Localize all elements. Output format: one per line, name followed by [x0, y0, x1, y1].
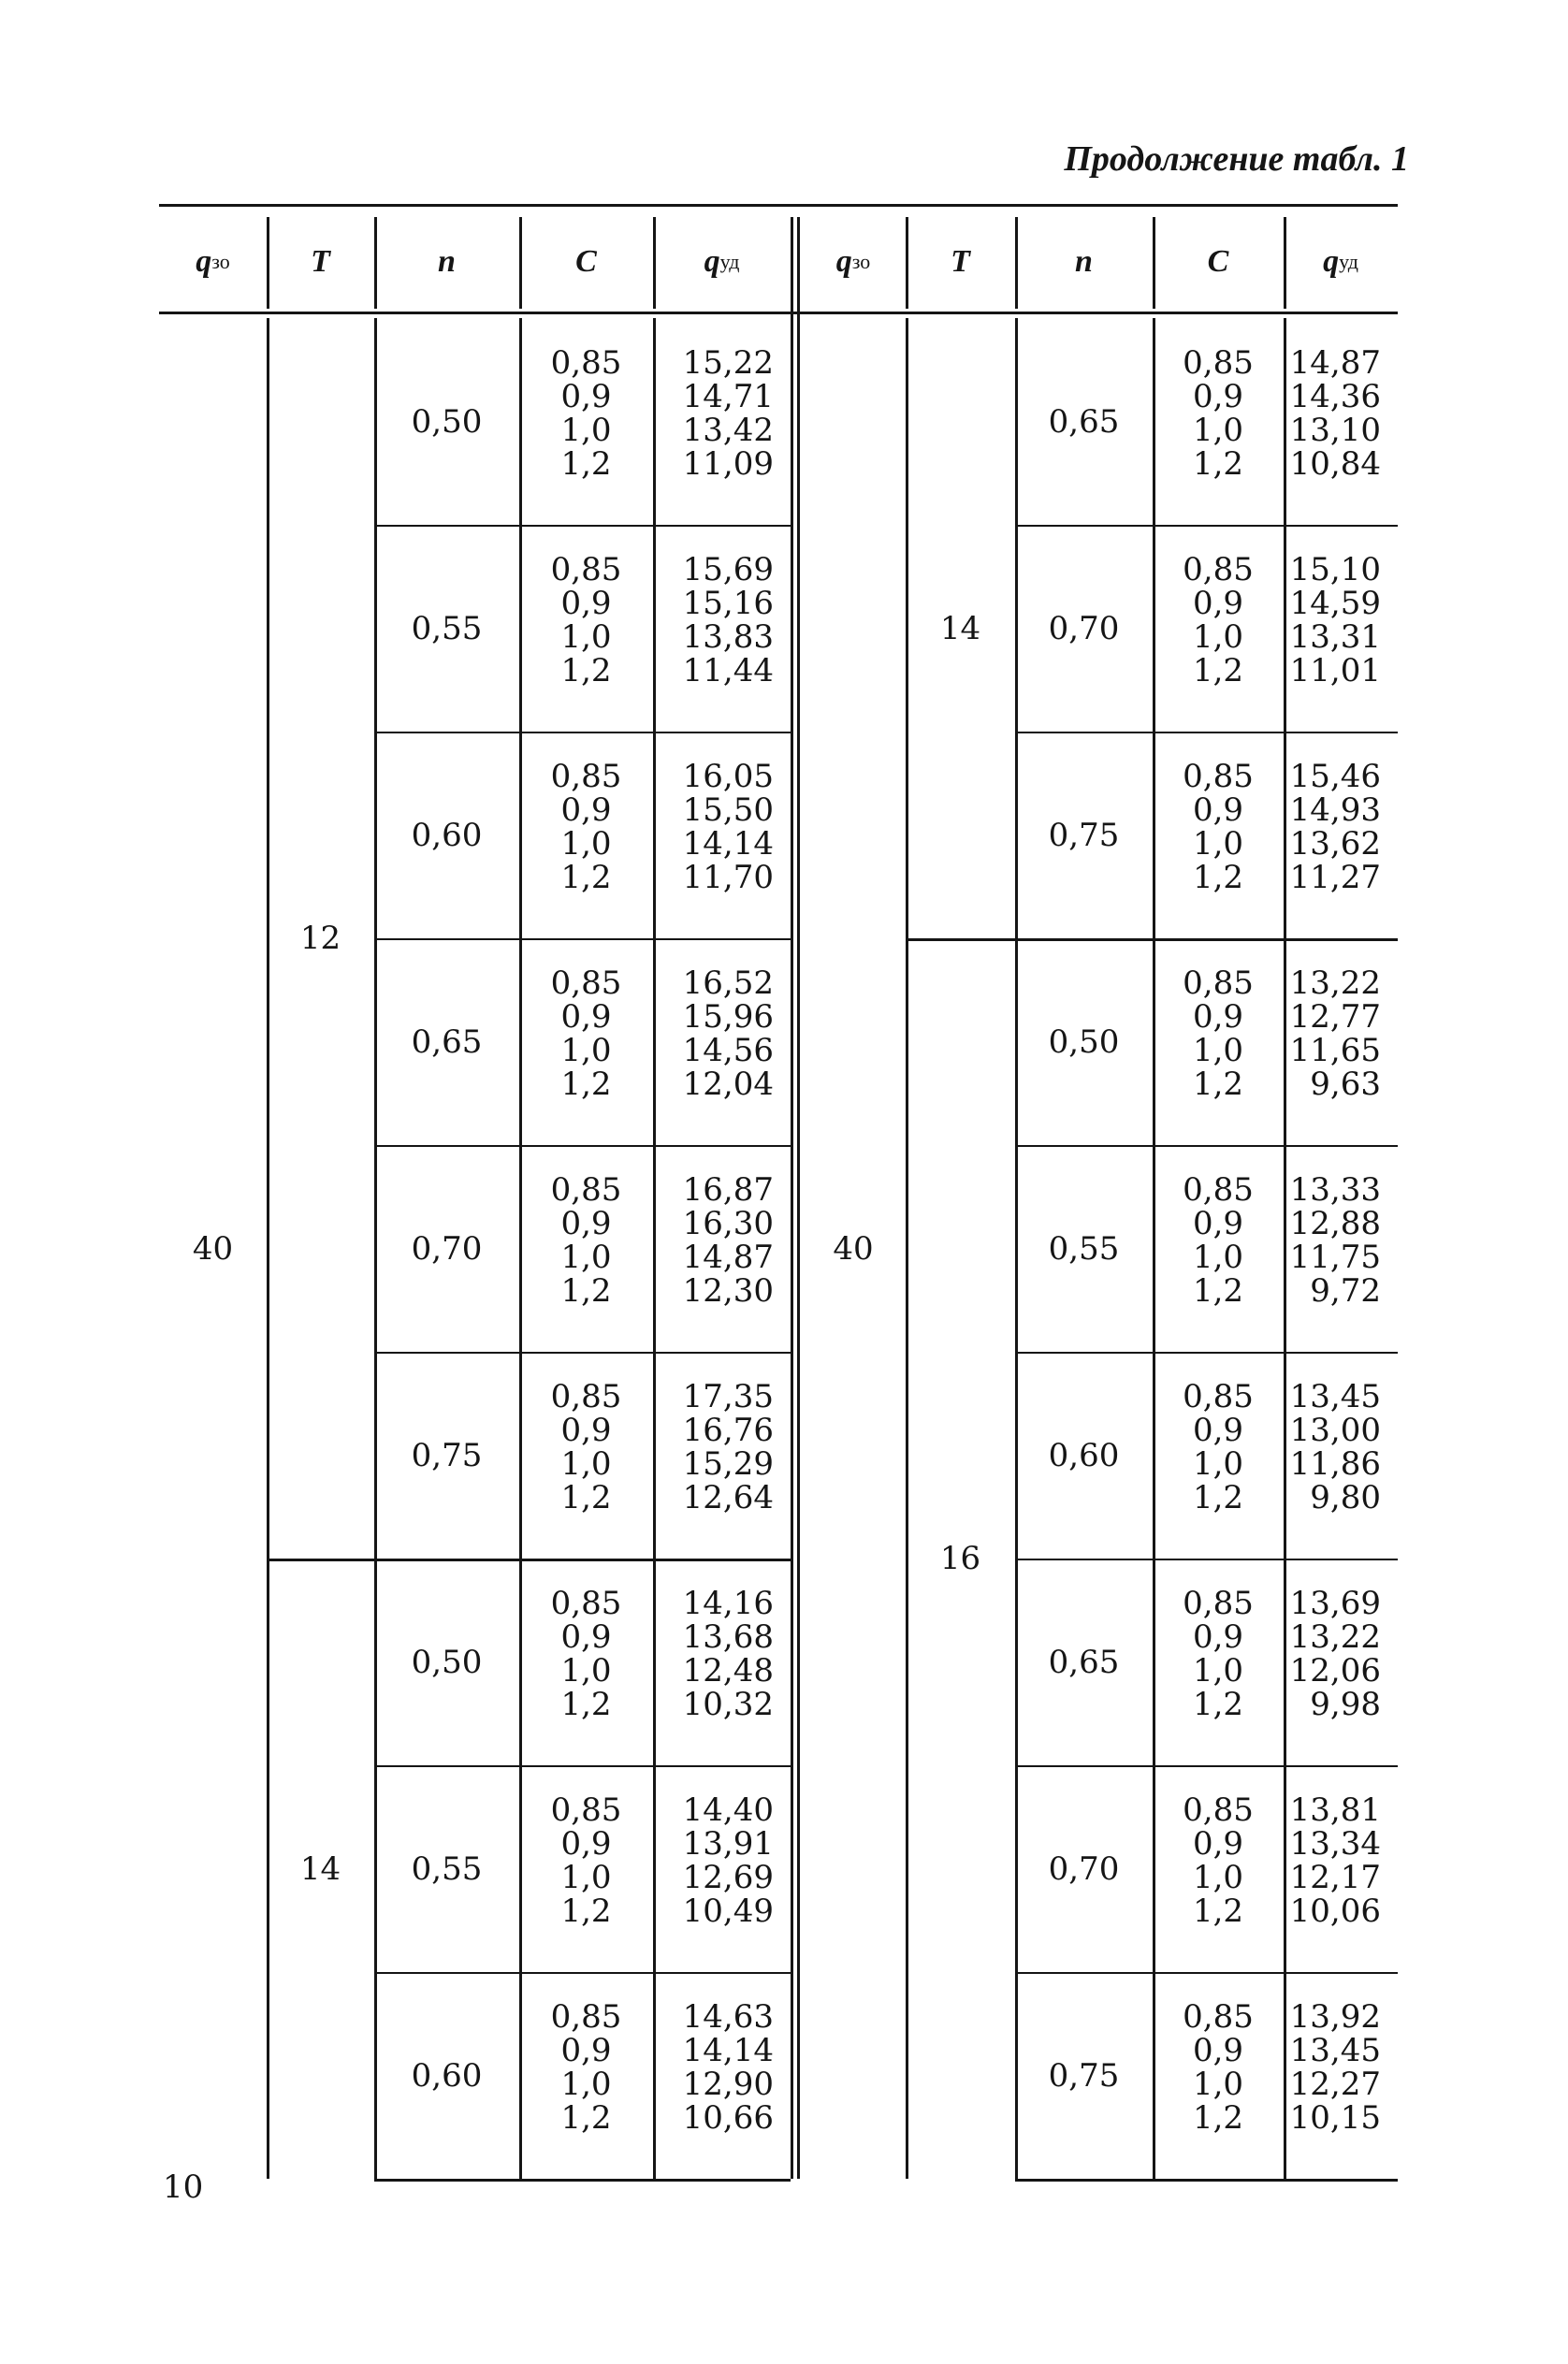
- left-c-value: 0,9: [560, 791, 612, 829]
- left-header-separator: [267, 217, 269, 309]
- left-c-value: 1,0: [560, 1032, 612, 1069]
- right-header-separator: [1284, 217, 1286, 309]
- right-c-value: 1,0: [1192, 1239, 1244, 1276]
- left-c-value: 0,9: [560, 998, 612, 1036]
- right-c-value: 0,9: [1192, 998, 1244, 1036]
- right-row-rule: [1015, 732, 1398, 733]
- left-c-value: 1,0: [560, 618, 612, 656]
- left-q-ud-value: 13,91: [682, 1825, 774, 1863]
- right-q-ud-value: 9,72: [1310, 1272, 1381, 1310]
- right-q-ud-value: 13,10: [1289, 412, 1381, 449]
- right-q-ud-value: 14,87: [1289, 344, 1381, 382]
- left-c-value: 1,0: [560, 1859, 612, 1896]
- left-q-ud-value: 15,29: [682, 1445, 774, 1483]
- right-c-value: 1,0: [1192, 1445, 1244, 1483]
- right-c-value: 1,0: [1192, 1859, 1244, 1896]
- right-n-value: 0,75: [1048, 816, 1120, 854]
- right-c-value: 1,2: [1192, 1272, 1244, 1310]
- right-c-value: 0,85: [1183, 1585, 1254, 1622]
- left-header-q-ud-subscript: уд: [719, 250, 740, 273]
- left-row-rule: [374, 732, 791, 733]
- left-c-value: 0,85: [550, 1791, 622, 1829]
- left-q-ud-value: 13,83: [682, 618, 774, 656]
- table-continuation-caption: Продолжение табл. 1: [1064, 139, 1409, 179]
- left-n-value: 0,65: [411, 1022, 483, 1061]
- left-q-ud-value: 12,64: [682, 1479, 774, 1516]
- right-q-ud-value: 10,15: [1289, 2099, 1381, 2137]
- right-row-rule: [1015, 1765, 1398, 1767]
- left-q-ud-value: 11,44: [682, 652, 774, 689]
- right-q-ud-value: 11,86: [1289, 1445, 1381, 1483]
- left-q-ud-value: 15,50: [682, 791, 774, 829]
- table-top-rule: [159, 204, 1398, 207]
- left-n-value: 0,75: [411, 1436, 483, 1474]
- left-t-value: 14: [299, 1849, 341, 1888]
- right-n-value: 0,70: [1048, 1849, 1120, 1888]
- right-row-rule: [1015, 1145, 1398, 1147]
- right-q-ud-value: 12,06: [1289, 1652, 1381, 1690]
- right-q-ud-value: 13,92: [1289, 1998, 1381, 2036]
- left-q-ud-value: 14,16: [682, 1585, 774, 1622]
- right-c-value: 0,9: [1192, 585, 1244, 622]
- left-c-value: 0,9: [560, 1825, 612, 1863]
- right-c-value: 1,0: [1192, 1032, 1244, 1069]
- left-c-value: 0,9: [560, 378, 612, 415]
- right-q-ud-value: 14,59: [1289, 585, 1381, 622]
- left-c-value: 1,0: [560, 1239, 612, 1276]
- center-double-rule: [791, 217, 793, 2179]
- right-q-ud-value: 10,06: [1289, 1893, 1381, 1930]
- left-c-value: 0,85: [550, 1171, 622, 1209]
- right-c-value: 1,2: [1192, 2099, 1244, 2137]
- left-c-value: 0,9: [560, 585, 612, 622]
- right-q-ud-value: 9,63: [1310, 1066, 1381, 1103]
- left-t-column-rule: [267, 318, 269, 2179]
- left-q30-value: 40: [192, 1229, 234, 1268]
- right-c-value: 0,85: [1183, 758, 1254, 795]
- right-c-value: 0,85: [1183, 1791, 1254, 1829]
- left-header-separator: [374, 217, 377, 309]
- left-header-q30: q зо: [196, 244, 230, 279]
- right-q-ud-value: 10,84: [1289, 445, 1381, 483]
- right-q-ud-value: 13,34: [1289, 1825, 1381, 1863]
- left-n-value: 0,60: [411, 816, 483, 854]
- left-q-ud-value: 13,42: [682, 412, 774, 449]
- right-header-separator: [1153, 217, 1155, 309]
- right-c-value: 0,85: [1183, 1998, 1254, 2036]
- left-row-rule: [374, 1972, 791, 1974]
- left-header-separator: [519, 217, 522, 309]
- left-q-ud-value: 17,35: [682, 1378, 774, 1415]
- right-c-value: 0,9: [1192, 378, 1244, 415]
- right-n-value: 0,75: [1048, 2056, 1120, 2095]
- left-c-value: 1,2: [560, 1479, 612, 1516]
- right-header-q30-subscript: зо: [851, 250, 871, 273]
- left-q-ud-value: 12,69: [682, 1859, 774, 1896]
- left-n-value: 0,55: [411, 609, 483, 647]
- right-c-value: 1,2: [1192, 1479, 1244, 1516]
- left-q-ud-value: 14,87: [682, 1239, 774, 1276]
- left-c-value: 0,85: [550, 758, 622, 795]
- right-c-value: 1,2: [1192, 652, 1244, 689]
- left-c-value: 1,2: [560, 1893, 612, 1930]
- left-c-value: 1,0: [560, 2066, 612, 2103]
- right-c-value: 0,9: [1192, 2032, 1244, 2069]
- left-c-value: 1,2: [560, 1686, 612, 1723]
- right-q-ud-value: 13,31: [1289, 618, 1381, 656]
- right-c-value: 1,0: [1192, 618, 1244, 656]
- left-q-ud-value: 16,52: [682, 964, 774, 1002]
- left-c-value: 1,0: [560, 412, 612, 449]
- left-c-value: 0,85: [550, 1585, 622, 1622]
- right-c-value: 1,2: [1192, 1893, 1244, 1930]
- right-row-rule: [1015, 1972, 1398, 1974]
- right-q-ud-value: 13,69: [1289, 1585, 1381, 1622]
- right-c-value: 0,85: [1183, 344, 1254, 382]
- right-q-ud-value: 13,45: [1289, 2032, 1381, 2069]
- right-q-ud-value: 11,65: [1289, 1032, 1381, 1069]
- left-q-ud-value: 10,66: [682, 2099, 774, 2137]
- right-q-ud-value: 13,00: [1289, 1412, 1381, 1449]
- left-c-value: 0,85: [550, 344, 622, 382]
- left-c-value: 0,85: [550, 1378, 622, 1415]
- left-q-ud-value: 11,09: [682, 445, 774, 483]
- left-q-ud-value: 16,76: [682, 1412, 774, 1449]
- right-bottom-rule: [1015, 2179, 1398, 2182]
- right-n-value: 0,70: [1048, 609, 1120, 647]
- left-header-q-ud: q уд: [704, 244, 740, 279]
- right-c-value: 1,2: [1192, 859, 1244, 896]
- right-header-q-ud-subscript: уд: [1339, 250, 1358, 273]
- left-header-n: n: [438, 244, 456, 279]
- right-q-ud-value: 12,77: [1289, 998, 1381, 1036]
- left-c-value: 1,2: [560, 2099, 612, 2137]
- left-row-rule: [374, 525, 791, 527]
- left-q-ud-value: 10,32: [682, 1686, 774, 1723]
- right-t-value: 14: [939, 609, 981, 647]
- left-c-value: 0,9: [560, 2032, 612, 2069]
- right-n-value: 0,65: [1048, 1643, 1120, 1681]
- right-q-ud-value: 12,27: [1289, 2066, 1381, 2103]
- left-row-rule: [374, 1765, 791, 1767]
- right-c-value: 0,9: [1192, 1618, 1244, 1656]
- left-header-separator: [653, 217, 656, 309]
- right-row-rule: [1015, 1559, 1398, 1560]
- left-c-value: 1,2: [560, 1066, 612, 1103]
- right-q30-value: 40: [833, 1229, 874, 1268]
- right-header-separator: [1015, 217, 1018, 309]
- right-c-value: 0,9: [1192, 1412, 1244, 1449]
- left-n-value: 0,55: [411, 1849, 483, 1888]
- left-q-ud-value: 14,71: [682, 378, 774, 415]
- left-c-value: 1,2: [560, 859, 612, 896]
- right-q-ud-value: 13,22: [1289, 1618, 1381, 1656]
- left-group-rule: [267, 1559, 791, 1561]
- left-q-ud-value: 16,05: [682, 758, 774, 795]
- table-header-rule: [159, 312, 1398, 314]
- left-header-c: C: [575, 244, 597, 279]
- left-q-ud-value: 11,70: [682, 859, 774, 896]
- right-q-ud-value: 13,33: [1289, 1171, 1381, 1209]
- right-header-t: T: [951, 244, 970, 279]
- left-q-ud-value: 15,22: [682, 344, 774, 382]
- left-q-ud-value: 12,90: [682, 2066, 774, 2103]
- right-n-value: 0,60: [1048, 1436, 1120, 1474]
- right-c-value: 1,0: [1192, 2066, 1244, 2103]
- left-q-ud-value: 14,56: [682, 1032, 774, 1069]
- left-row-rule: [374, 1352, 791, 1354]
- left-c-value: 0,9: [560, 1618, 612, 1656]
- right-q-ud-value: 14,36: [1289, 378, 1381, 415]
- left-q-ud-value: 12,48: [682, 1652, 774, 1690]
- center-double-rule: [797, 217, 800, 2179]
- left-c-value: 1,2: [560, 1272, 612, 1310]
- right-n-value: 0,55: [1048, 1229, 1120, 1268]
- right-header-q-ud: q уд: [1323, 244, 1358, 279]
- right-c-value: 1,2: [1192, 1686, 1244, 1723]
- right-c-value: 0,85: [1183, 1378, 1254, 1415]
- left-n-value: 0,50: [411, 1643, 483, 1681]
- right-q-ud-value: 9,80: [1310, 1479, 1381, 1516]
- right-c-value: 0,9: [1192, 1205, 1244, 1242]
- left-c-value: 1,2: [560, 445, 612, 483]
- right-q-ud-value: 11,27: [1289, 859, 1381, 896]
- left-q-ud-value: 13,68: [682, 1618, 774, 1656]
- right-c-value: 0,9: [1192, 1825, 1244, 1863]
- left-c-value: 1,0: [560, 1652, 612, 1690]
- left-c-value: 1,0: [560, 825, 612, 863]
- left-c-value: 0,85: [550, 964, 622, 1002]
- left-q-ud-value: 10,49: [682, 1893, 774, 1930]
- right-c-value: 1,2: [1192, 445, 1244, 483]
- right-q-ud-value: 15,10: [1289, 551, 1381, 588]
- right-c-value: 0,85: [1183, 551, 1254, 588]
- right-t-value: 16: [939, 1540, 981, 1577]
- right-row-rule: [1015, 525, 1398, 527]
- left-n-value: 0,50: [411, 402, 483, 441]
- left-q-ud-value: 14,14: [682, 2032, 774, 2069]
- right-n-value: 0,50: [1048, 1022, 1120, 1061]
- right-c-value: 1,2: [1192, 1066, 1244, 1103]
- right-c-value: 1,0: [1192, 1652, 1244, 1690]
- left-c-value: 0,9: [560, 1205, 612, 1242]
- right-n-value: 0,65: [1048, 402, 1120, 441]
- left-header-t: T: [311, 244, 330, 279]
- left-n-value: 0,60: [411, 2056, 483, 2095]
- right-q-ud-value: 14,93: [1289, 791, 1381, 829]
- left-c-value: 1,0: [560, 1445, 612, 1483]
- left-q-ud-value: 16,30: [682, 1205, 774, 1242]
- page-number: 10: [163, 2168, 204, 2206]
- right-q-ud-value: 13,62: [1289, 825, 1381, 863]
- left-row-rule: [374, 938, 791, 940]
- right-q-ud-value: 12,88: [1289, 1205, 1381, 1242]
- right-q-ud-value: 9,98: [1310, 1686, 1381, 1723]
- left-q-ud-value: 14,63: [682, 1998, 774, 2036]
- right-q-ud-value: 12,17: [1289, 1859, 1381, 1896]
- right-group-rule: [906, 938, 1398, 941]
- left-c-value: 0,9: [560, 1412, 612, 1449]
- right-row-rule: [1015, 1352, 1398, 1354]
- left-t-value: 12: [299, 920, 341, 957]
- left-c-value: 1,2: [560, 652, 612, 689]
- right-c-value: 1,0: [1192, 825, 1244, 863]
- right-header-c: C: [1207, 244, 1229, 279]
- right-c-value: 0,9: [1192, 791, 1244, 829]
- right-q-ud-value: 13,81: [1289, 1791, 1381, 1829]
- right-c-value: 1,0: [1192, 412, 1244, 449]
- left-q-ud-value: 15,96: [682, 998, 774, 1036]
- left-q-ud-value: 12,30: [682, 1272, 774, 1310]
- right-header-separator: [906, 217, 908, 309]
- right-c-value: 0,85: [1183, 964, 1254, 1002]
- right-q-ud-value: 11,75: [1289, 1239, 1381, 1276]
- right-header-n: n: [1075, 244, 1093, 279]
- left-bottom-rule: [374, 2179, 791, 2182]
- right-t-column-rule: [906, 318, 908, 2179]
- left-c-value: 0,85: [550, 1998, 622, 2036]
- right-q-ud-value: 13,45: [1289, 1378, 1381, 1415]
- left-header-q30-subscript: зо: [211, 250, 230, 273]
- right-header-q30: q зо: [835, 244, 871, 279]
- right-q-ud-value: 13,22: [1289, 964, 1381, 1002]
- left-c-value: 0,85: [550, 551, 622, 588]
- left-q-ud-value: 14,14: [682, 825, 774, 863]
- right-c-value: 0,85: [1183, 1171, 1254, 1209]
- right-q-ud-value: 15,46: [1289, 758, 1381, 795]
- left-n-value: 0,70: [411, 1229, 483, 1268]
- left-q-ud-value: 15,16: [682, 585, 774, 622]
- left-q-ud-value: 15,69: [682, 551, 774, 588]
- left-row-rule: [374, 1145, 791, 1147]
- left-q-ud-value: 12,04: [682, 1066, 774, 1103]
- left-q-ud-value: 14,40: [682, 1791, 774, 1829]
- left-q-ud-value: 16,87: [682, 1171, 774, 1209]
- right-q-ud-value: 11,01: [1289, 652, 1381, 689]
